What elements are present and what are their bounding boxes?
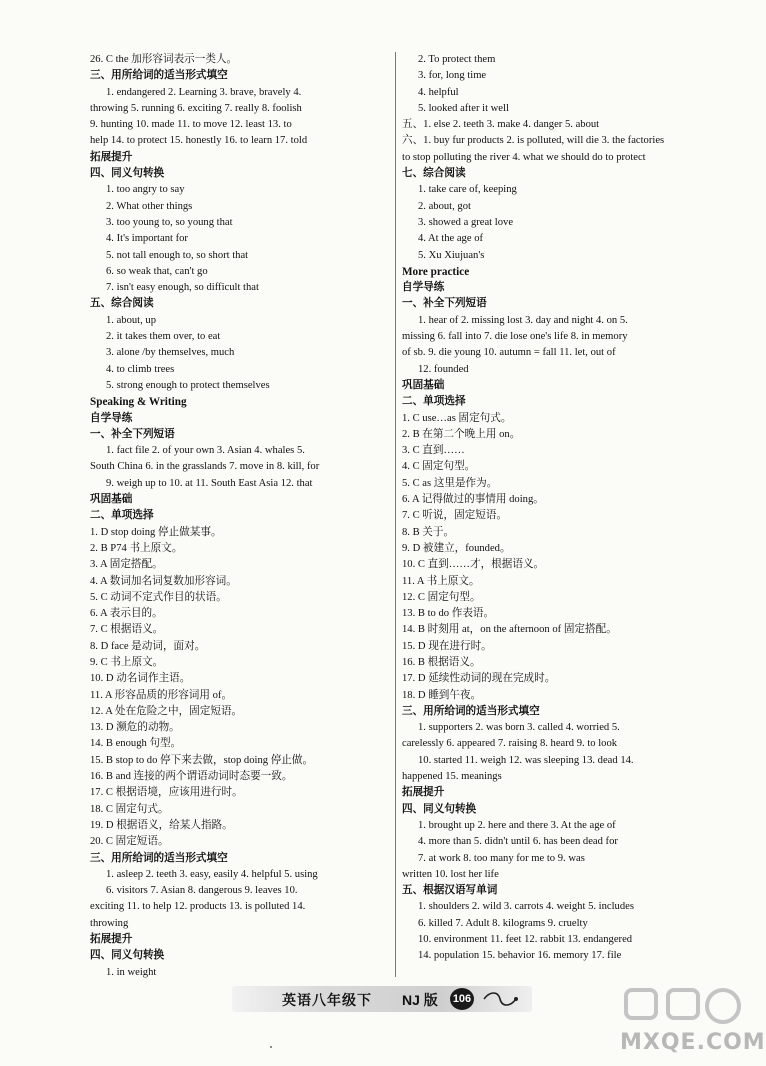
answer-line: 12. founded [418, 363, 469, 375]
answer-line: 5. strong enough to protect themselves [106, 379, 270, 391]
section-heading: 七、综合阅读 [402, 168, 466, 180]
answer-line: 1. shoulders 2. wild 3. carrots 4. weight 5. includes [418, 901, 634, 913]
section-heading: 四、同义句转换 [90, 168, 165, 180]
section-heading: 三、用所给词的适当形式填空 [402, 705, 540, 717]
section-heading: 一、补全下列短语 [402, 298, 487, 310]
answer-line: 4. At the age of [418, 233, 484, 245]
answer-line: throwing 5. running 6. exciting 7. really 8. foolish [90, 102, 302, 114]
answer-line: 26. C the 加形容词表示一类人。 [90, 54, 238, 65]
section-heading: 拓展提升 [402, 787, 445, 799]
answer-line: 17. D 延续性动词的现在完成时。 [402, 673, 556, 685]
section-heading: 五、综合阅读 [90, 298, 154, 310]
answer-line: 1. in weight [106, 966, 157, 978]
answer-line: written 10. lost her life [402, 868, 499, 880]
answer-line: 11. A 形容品质的形容词用 of。 [90, 689, 233, 701]
answer-line: carelessly 6. appeared 7. raising 8. heard 9. to look [402, 738, 618, 750]
answer-line: 1. C use…as 固定句式。 [402, 412, 512, 424]
answer-line: 12. A 处在危险之中，固定短语。 [90, 705, 243, 717]
section-heading: 三、用所给词的适当形式填空 [90, 852, 228, 864]
answer-column-left [90, 52, 390, 981]
watermark-text: MXQE.COM [620, 1030, 766, 1055]
answer-line: 4. A 数词加名词复数加形容词。 [90, 575, 237, 587]
answer-line: 9. weigh up to 10. at 11. South East Asia 12. that [106, 477, 313, 489]
section-heading: 四、同义句转换 [90, 950, 165, 962]
answer-line: 3. alone /by themselves, much [106, 347, 235, 359]
answer-line: 2. To protect them [418, 54, 496, 65]
answer-line: 8. D face 是动词，面对。 [90, 640, 206, 652]
answer-line: 14. B 时刻用 at，on the afternoon of 固定搭配。 [402, 624, 617, 636]
answer-line: 10. started 11. weigh 12. was sleeping 13. dead 14. [418, 754, 634, 766]
answer-line: 1. fact file 2. of your own 3. Asian 4. whales 5. [106, 445, 305, 457]
answer-line: 2. What other things [106, 200, 193, 212]
answer-line: 1. brought up 2. here and there 3. At the age of [418, 819, 616, 831]
answer-line: 19. D 根据语义，给某人指路。 [90, 819, 233, 831]
scan-dot [270, 1046, 272, 1048]
answer-line: 10. C 直到……才，根据语义。 [402, 559, 545, 571]
answer-line: 3. for, long time [418, 70, 487, 82]
answer-line: 1. about, up [106, 314, 157, 326]
answer-line: 10. environment 11. feet 12. rabbit 13. endangered [418, 934, 633, 946]
answer-line: 3. showed a great love [418, 216, 514, 228]
answer-line: help 14. to protect 15. honestly 16. to learn 17. told [90, 135, 308, 147]
answer-line: 13. D 濒危的动物。 [90, 722, 180, 734]
page-number-badge: 106 [450, 988, 474, 1010]
answer-line: 1. endangered 2. Learning 3. brave, bravely 4. [106, 86, 302, 98]
answer-line: 3. C 直到…… [402, 445, 465, 457]
answer-line: 16. B 根据语义。 [402, 656, 481, 668]
decorative-swirl-icon [482, 989, 522, 1009]
answer-line: 1. supporters 2. was born 3. called 4. worried 5. [418, 722, 620, 734]
answer-column-right [402, 52, 724, 965]
answer-line: 7. C 根据语义。 [90, 624, 164, 636]
footer-edition: NJ 版 [402, 992, 438, 1008]
answer-line: missing 6. fall into 7. die lose one's life 8. in memory [402, 331, 628, 343]
answer-line: 9. hunting 10. made 11. to move 12. least 13. to [90, 119, 292, 131]
answer-line: 6. killed 7. Adult 8. kilograms 9. cruelty [418, 917, 588, 929]
section-heading: 巩固基础 [402, 379, 445, 391]
answer-line: 14. population 15. behavior 16. memory 17. file [418, 950, 622, 962]
section-heading: 拓展提升 [90, 934, 133, 946]
answer-line: 14. B enough 句型。 [90, 738, 182, 750]
answer-line: 7. isn't easy enough, so difficult that [106, 282, 259, 294]
answer-line: 16. B and 连接的两个谓语动词时态要一致。 [90, 771, 293, 783]
section-heading: More practice [402, 265, 470, 278]
answer-line: 1. hear of 2. missing lost 3. day and night 4. on 5. [418, 314, 628, 326]
answer-line: 3. A 固定搭配。 [90, 559, 163, 571]
answer-line: 4. It's important for [106, 233, 188, 245]
section-heading: 一、补全下列短语 [90, 428, 175, 440]
answer-line: 1. D stop doing 停止做某事。 [90, 526, 222, 538]
answer-line: 15. B stop to do 停下来去做，stop doing 停止做。 [90, 754, 314, 766]
answer-line: 6. A 记得做过的事情用 doing。 [402, 494, 544, 506]
section-heading: 自学导练 [402, 282, 445, 294]
answer-line: 11. A 书上原文。 [402, 575, 480, 587]
answer-line: 5. not tall enough to, so short that [106, 249, 249, 261]
answer-line: exciting 11. to help 12. products 13. is polluted 14. [90, 901, 306, 913]
answer-line: 2. about, got [418, 200, 471, 212]
answer-line: 6. visitors 7. Asian 8. dangerous 9. leaves 10. [106, 885, 298, 897]
answer-line: throwing [90, 917, 129, 929]
answer-line: 9. C 书上原文。 [90, 656, 164, 668]
section-heading: 二、单项选择 [90, 510, 154, 522]
section-heading: Speaking & Writing [90, 396, 187, 409]
answer-line: 4. to climb trees [106, 363, 175, 375]
answer-line: 2. it takes them over, to eat [106, 331, 221, 343]
answer-line: 20. C 固定短语。 [90, 836, 169, 848]
answer-line: 9. D 被建立，founded。 [402, 542, 511, 554]
section-heading: 三、用所给词的适当形式填空 [90, 70, 228, 82]
column-divider [395, 52, 396, 977]
section-heading: 四、同义句转换 [402, 803, 477, 815]
section-heading: 拓展提升 [90, 151, 133, 163]
answer-line: 17. C 根据语境，应该用进行时。 [90, 787, 243, 799]
answer-line: 6. A 表示目的。 [90, 608, 163, 620]
answer-line: 1. take care of, keeping [418, 184, 517, 196]
answer-line: 六、1. buy fur products 2. is polluted, will die 3. the factories [402, 135, 665, 147]
page-footer [232, 986, 532, 1012]
answer-line: 五、1. else 2. teeth 3. make 4. danger 5. about [402, 119, 600, 131]
footer-book-title: 英语八年级下 [282, 993, 372, 1009]
answer-line: 5. C 动词不定式作目的状语。 [90, 591, 227, 603]
answer-line: 1. too angry to say [106, 184, 185, 196]
answer-line: 4. helpful [418, 86, 459, 98]
answer-line: 12. C 固定句型。 [402, 591, 481, 603]
answer-line: South China 6. in the grasslands 7. move in 8. kill, for [90, 461, 320, 473]
answer-line: 2. B 在第二个晚上用 on。 [402, 428, 521, 440]
answer-line: 10. D 动名词作主语。 [90, 673, 191, 685]
answer-line: 7. C 听说，固定短语。 [402, 510, 508, 522]
section-heading: 五、根据汉语写单词 [402, 885, 498, 897]
answer-line: 5. Xu Xiujuan's [418, 249, 485, 261]
answer-line: to stop polluting the river 4. what we should do to protect [402, 151, 646, 163]
answer-line: 4. more than 5. didn't until 6. has been dead for [418, 836, 618, 848]
answer-line: of sb. 9. die young 10. autumn = fall 11. let, out of [402, 347, 616, 359]
answer-line: 4. C 固定句型。 [402, 461, 476, 473]
answer-line: happened 15. meanings [402, 771, 502, 783]
answer-line: 5. C as 这里是作为。 [402, 477, 498, 489]
answer-line: 3. too young to, so young that [106, 216, 233, 228]
answer-line: 6. so weak that, can't go [106, 265, 208, 277]
section-heading: 二、单项选择 [402, 396, 466, 408]
answer-line: 15. D 现在进行时。 [402, 640, 492, 652]
answer-line: 2. B P74 书上原文。 [90, 542, 183, 554]
answer-line: 13. B to do 作表语。 [402, 608, 495, 620]
answer-line: 8. B 关于。 [402, 526, 455, 538]
section-heading: 巩固基础 [90, 494, 133, 506]
answer-line: 5. looked after it well [418, 102, 509, 114]
section-heading: 自学导练 [90, 412, 133, 424]
answer-line: 1. asleep 2. teeth 3. easy, easily 4. helpful 5. using [106, 868, 318, 880]
answer-line: 18. C 固定句式。 [90, 803, 169, 815]
answer-line: 18. D 睡到午夜。 [402, 689, 482, 701]
answer-line: 7. at work 8. too many for me to 9. was [418, 852, 585, 864]
